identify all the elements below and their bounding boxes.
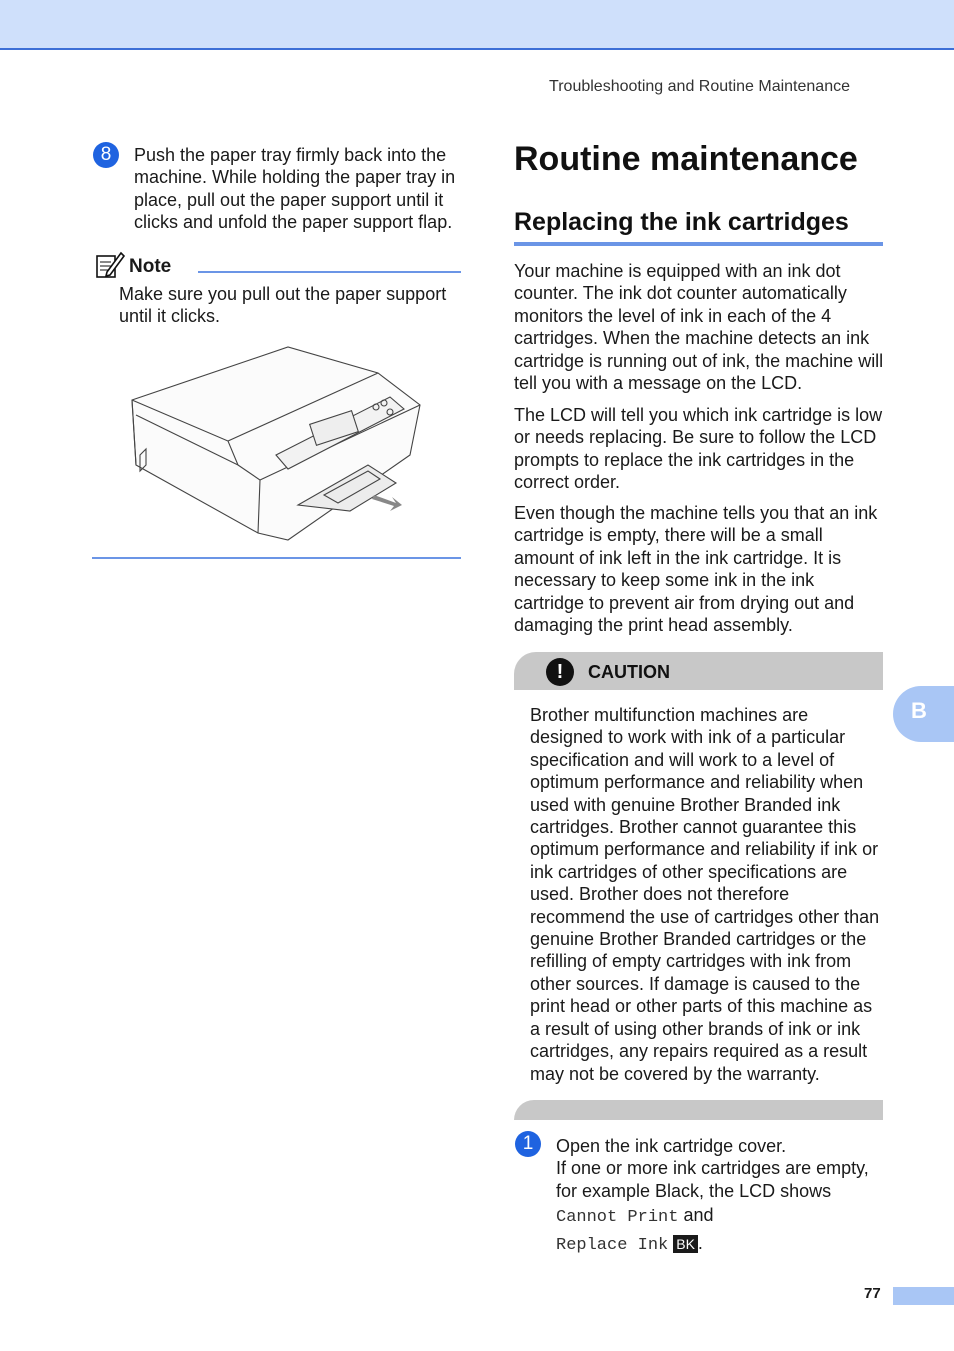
step-8-badge: 8 bbox=[93, 142, 119, 168]
note-label: Note bbox=[129, 256, 172, 277]
top-header-band bbox=[0, 0, 954, 50]
printer-illustration bbox=[128, 345, 424, 545]
running-header: Troubleshooting and Routine Maintenance bbox=[549, 78, 850, 95]
appendix-tab-letter: B bbox=[911, 698, 927, 723]
step-1-line2: If one or more ink cartridges are empty, for example Black, the LCD shows bbox=[556, 1158, 869, 1201]
step-8-text: Push the paper tray firmly back into the machine. While holding the paper tray in place, pull out the paper support until it clicks and unfold the paper support flap. bbox=[134, 145, 456, 233]
note-header bbox=[95, 250, 461, 280]
black-ink-code: BK bbox=[673, 1235, 698, 1253]
page-number: 77 bbox=[864, 1285, 881, 1302]
lcd-message-replace-ink: Replace Ink bbox=[556, 1235, 669, 1255]
note-end-divider bbox=[92, 557, 461, 559]
section-title-rule bbox=[514, 242, 883, 246]
paragraph-2: The LCD will tell you which ink cartridge is low or needs replacing. Be sure to follow the LCD prompts to replace the ink cartridges in the correct order. bbox=[514, 405, 883, 493]
step-1-line1: Open the ink cartridge cover. bbox=[556, 1136, 787, 1156]
page-number-bar bbox=[893, 1287, 954, 1305]
caution-text: Brother multifunction machines are designed to work with ink of a particular specification and will work to a level of optimum performance and reliability when used with genuine Brother Branded ink cartridges. Brother cannot guarantee this optimum performance and reliability if ink or ink cartridges of other specifications are used. Brother does not therefore recommend the use of cartridges other than genuine Brother Branded cartridges or the refilling of empty cartridges with ink from other sources. If damage is caused to the print head or other parts of this machine as a result of using other brands of ink or ink cartridges, any repairs required as a result may not be covered by the warranty. bbox=[530, 705, 880, 1084]
caution-header bbox=[514, 652, 883, 690]
paragraph-1: Your machine is equipped with an ink dot counter. The ink dot counter automatically monitors the level of ink in each of the 4 cartridges. When the machine detects an ink cartridge is running out of ink, the machine will tell you with a message on the LCD. bbox=[514, 261, 884, 394]
page-title: Routine maintenance bbox=[514, 140, 858, 178]
appendix-tab bbox=[893, 686, 954, 742]
step-1-period: . bbox=[697, 1232, 703, 1253]
exclamation-icon: ! bbox=[546, 658, 574, 686]
caution-footer-bar bbox=[514, 1100, 883, 1120]
note-divider bbox=[198, 271, 461, 273]
and-text: and bbox=[683, 1205, 714, 1226]
section-title: Replacing the ink cartridges bbox=[514, 208, 849, 236]
note-pencil-icon bbox=[95, 250, 125, 280]
note-text: Make sure you pull out the paper support until it clicks. bbox=[119, 284, 447, 327]
step-1-block bbox=[556, 1135, 884, 1257]
paragraph-3: Even though the machine tells you that an ink cartridge is empty, there will be a small amount of ink left in the ink cartridge. It is necessary to keep some ink in the ink cartridge to prevent air from drying out and damaging the print head assembly. bbox=[514, 503, 878, 636]
step-1-badge: 1 bbox=[515, 1131, 541, 1157]
lcd-message-cannot-print: Cannot Print bbox=[556, 1208, 679, 1228]
caution-label: CAUTION bbox=[588, 662, 670, 682]
